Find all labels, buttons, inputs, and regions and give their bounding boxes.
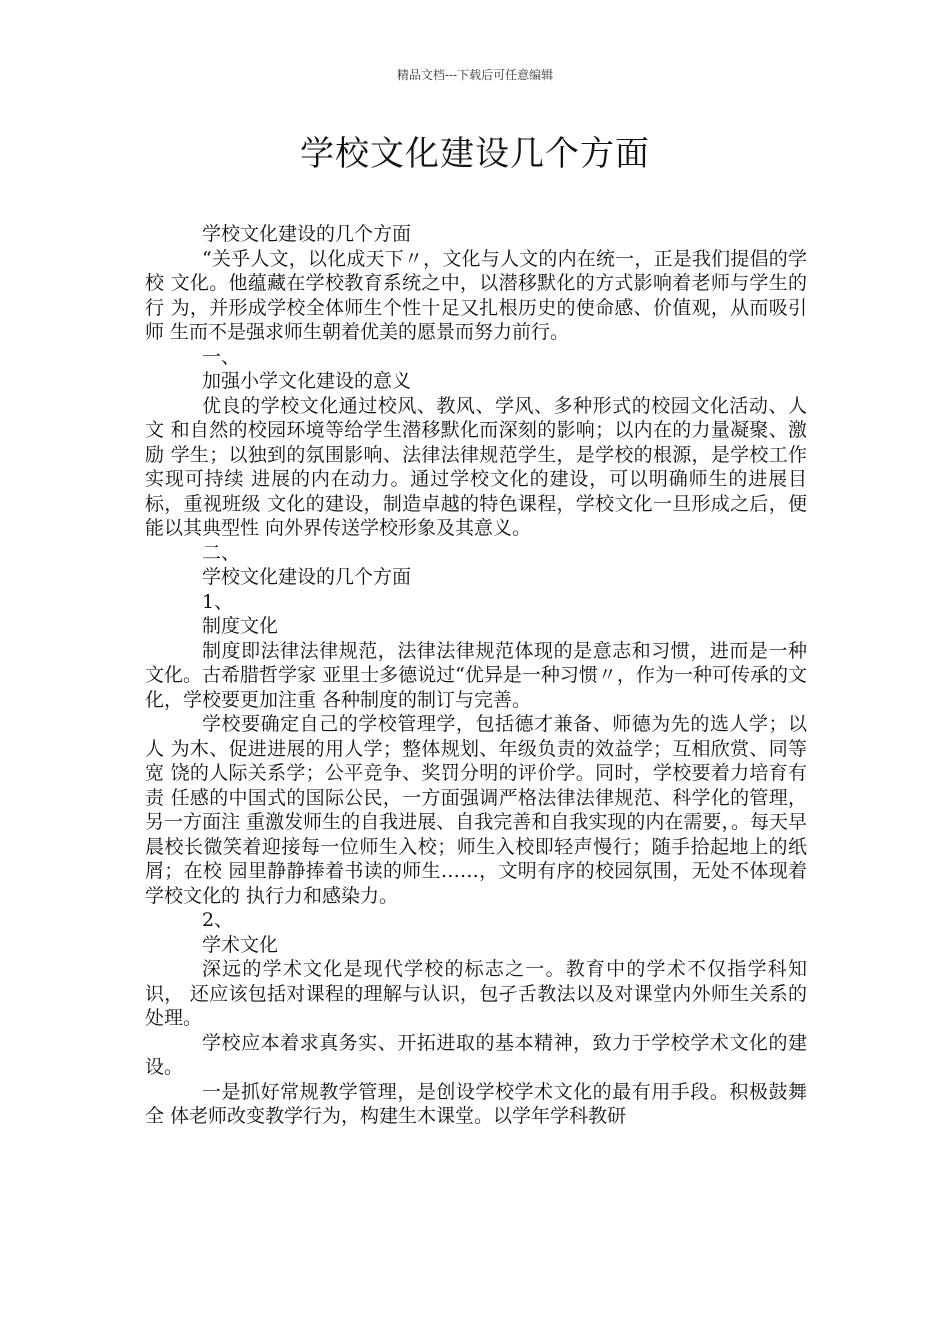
paragraph-academic-3: 一是抓好常规教学管理，是创设学校学术文化的最有用手段。积极鼓舞全 体老师改变教学行为，构建生木课堂。以学年学科教研	[145, 1080, 807, 1127]
header-note: 精品文档---下载后可任意编辑	[396, 68, 554, 82]
section-number-2: 二、	[202, 541, 241, 564]
paragraph-system-2: 学校要确定自己的学校管理学，包括德才兼备、师德为先的选人学；以人 为木、促进进展的用人学；整体规划、年级负责的效益学；互相欣赏、同等宽 饶的人际关系学；公平竞争、奖罚分明的评价学。同时，学校要着力培育有责 任感的中国式的国际公民，一方面强调严格法律法律规范、科学化的管理，另一方面注 重激发师生的自我进展、自我完善和自我实现的内在需要，。每天早晨校长微笑着迎接每一位师生入校；师生入校即轻声慢行；随手拾起地上的纸屑；在校 园里静静捧着书读的师生……，文明有序的校园氛围，无处不体现着学校文化的 执行力和感染力。	[145, 713, 807, 907]
document-body	[145, 222, 807, 1129]
subsection-number-1: 1、	[202, 590, 234, 613]
subsection-heading-academic: 学术文化	[202, 933, 279, 956]
section-heading-significance: 加强小学文化建设的意义	[202, 370, 412, 392]
paragraph-system-1: 制度即法律法律规范，法律法律规范体现的是意志和习惯，进而是一种文化。古希腊哲学家 亚里士多德说过“优异是一种习惯〃，作为一种可传承的文化，学校要更加注重 各种制度的制订与完善。	[145, 639, 807, 711]
paragraph-subtitle: 学校文化建设的几个方面	[202, 223, 412, 245]
section-number-1: 一、	[202, 345, 241, 368]
subsection-heading-system: 制度文化	[202, 615, 279, 637]
subsection-number-2: 2、	[202, 909, 234, 931]
paragraph-significance: 优良的学校文化通过校风、教风、学风、多种形式的校园文化活动、人文 和自然的校园环境等给学生潜移默化而深刻的影响；以内在的力量凝聚、激励 学生；以独到的氛围影响、法律法律规范学生，是学校的根源，是学校工作实现可持续 进展的内在动力。通过学校文化的建设，可以明确师生的进展目标，重视班级 文化的建设，制造卓越的特色课程，学校文化一旦形成之后，便能以其典型性 向外界传送学校形象及其意义。	[145, 394, 807, 539]
section-heading-aspects: 学校文化建设的几个方面	[202, 566, 412, 588]
document-title: 学校文化建设几个方面	[300, 134, 650, 174]
paragraph-academic-2: 学校应本着求真务实、开拓进取的基本精神，致力于学校学术文化的建设。	[145, 1031, 807, 1078]
paragraph-intro: “关乎人文，以化成天下〃，文化与人文的内在统一，正是我们提倡的学校 文化。他蕴藏在学校教育系统之中，以潜移默化的方式影响着老师与学生的行 为，并形成学校全体师生个性十足又扎根历史的使命感、价值观，从而吸引师 生而不是强求师生朝着优美的愿景而努力前行。	[145, 247, 807, 343]
paragraph-academic-1: 深远的学术文化是现代学校的标志之一。教育中的学术不仅指学科知识， 还应该包括对课程的理解与认识，包孑舌教法以及对课堂内外师生关系的处理。	[145, 958, 807, 1029]
